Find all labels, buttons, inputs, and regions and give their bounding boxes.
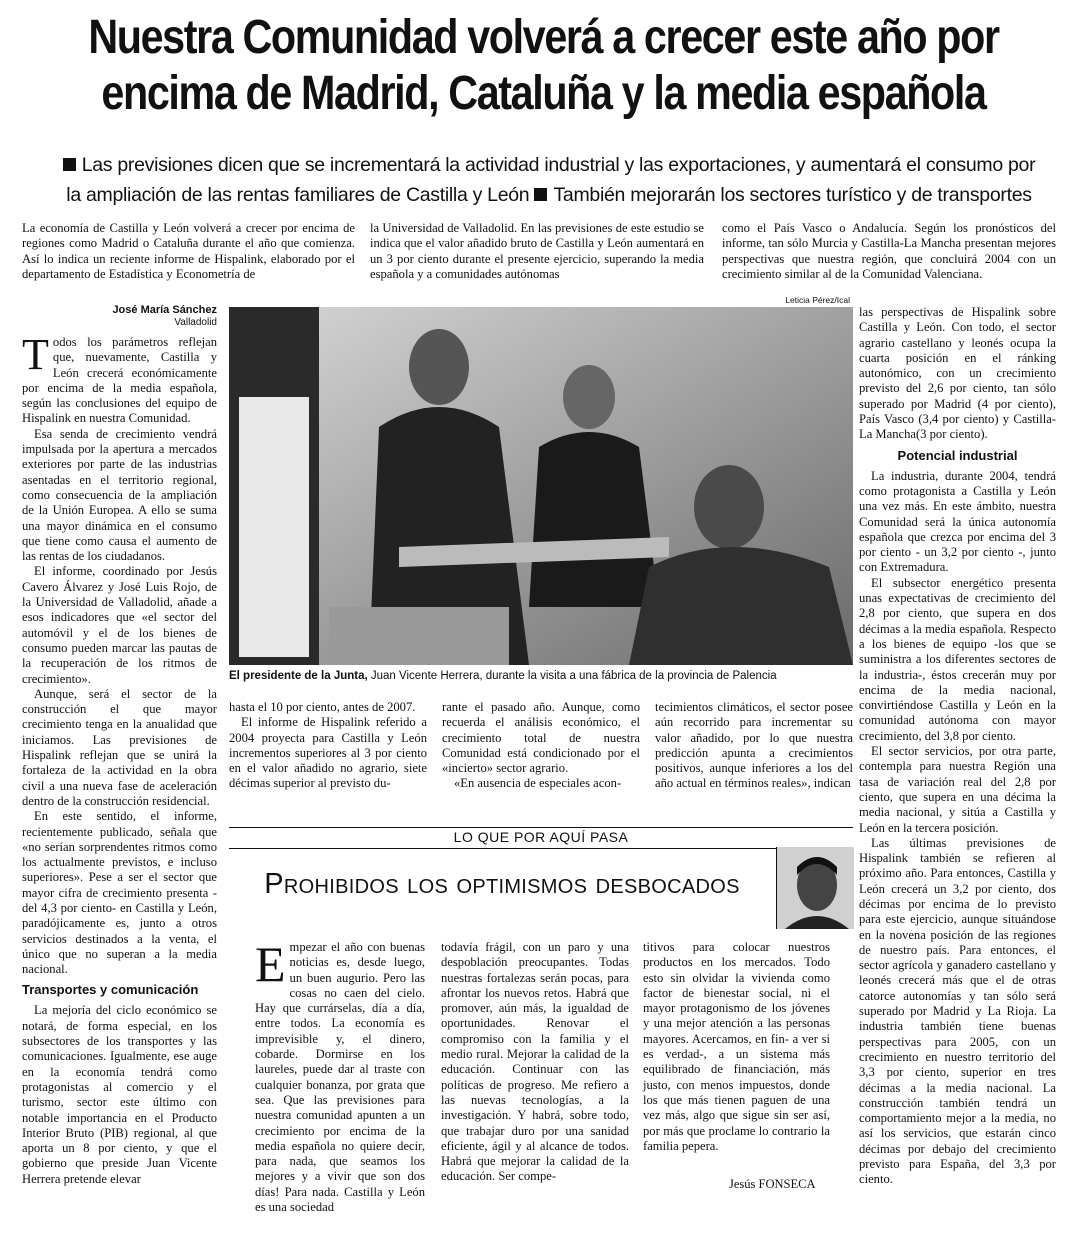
portrait-illustration: [777, 847, 854, 929]
lead-col-3: como el País Vasco o Andalucía. Según los pronósticos del informe, tan sólo Murcia y Castilla-La Mancha presentan mejores perspectivas que nuestra región, que concluirá 2004 con un crecimiento similar al de la Comunidad Valenciana.: [722, 221, 1056, 281]
headline: [85, 10, 1003, 122]
byline-place: Valladolid: [174, 317, 217, 328]
headline-line-1: Nuestra Comunidad volverá a crecer este año por: [88, 11, 999, 64]
opinion-col-1: Empezar el año con buenas noticias es, desde luego, un buen augurio. Pero las cosas no caen del cielo. Hay que currárselas, día a día, entre todos. La economía es imprevisible y, el dinero, cobarde. Dormirse en los laureles, puede dar al traste con cualquier bonanza, por grata que sea. Que las previsiones para nuestra comunidad apunten a un crecimiento por encima de la media española no quiere decir, para nada, que seamos los mejores y a vivir que son dos días! Para nada. Castilla y León es una sociedad: [255, 936, 425, 1215]
opinion-drop-cap: E: [255, 936, 286, 992]
headline-line-2: encima de Madrid, Cataluña y la media española: [101, 67, 986, 120]
mid-col-2: rante el pasado año. Aunque, como recuerda el análisis económico, el crecimiento total de nuestra Comunidad está condicionado por el «incierto» sector agrario. «En ausencia de especiales acon-: [442, 700, 640, 791]
subtitle-line-2b: También mejorarán los sectores turístico y de transportes: [553, 184, 1032, 206]
opinion-col-3: titivos para colocar nuestros productos en los mercados. Todo esto sin olvidar la vivienda como factor de bienestar social, ni el mayor protagonismo de los jóvenes y una mejor atención a las personas mayores. Acercamos, en fin- a ver si es verdad-, a un sistema más equilibrado de financiación, más justo, con menos impuestos, donde los que más tienen paguen de una vez más, algo que sigue sin ser así, por más que proclame lo contrario la familia pepera.: [643, 940, 830, 1153]
opinion-title: Prohibidos los optimismos desbocados: [264, 868, 740, 900]
box-rule-mid: [229, 848, 776, 849]
drop-cap: T: [22, 330, 49, 379]
box-rule-top: [229, 827, 853, 828]
subtitle: [18, 150, 1080, 210]
byline-author: José María Sánchez: [112, 304, 217, 316]
subhead-potencial: Potencial industrial: [897, 447, 1018, 463]
mid-col-3: tecimientos climáticos, el sector posee aún recorrido para incrementar su valor añadido, por lo que nuestra predicción apunta a crecimientos positivos, aunque inferiores a los del año actual en términos reales», indican: [655, 700, 853, 791]
photo-caption: El presidente de la Junta, Juan Vicente Herrera, durante la visita a una fábrica de la provincia de Palencia: [229, 670, 777, 682]
square-bullet-icon: [63, 158, 76, 171]
left-column: José María Sánchez Valladolid Todos los parámetros reflejan que, nuevamente, Castilla y León crecerá económicamente por encima de la media española, según las conclusiones del equipo de Hispalink en nuestra Comunidad. Esa senda de crecimiento vendrá impulsada por la apertura a mercados exteriores por parte de las industrias asentadas en el territorio regional, como consecuencia de la ampliación de la Unión Europea. A ello se suma una mayor dinámica en el consumo que tiene como causa el aumento de las rentas de los ciudadanos. El informe, coordinado por Jesús Cavero Álvarez y José Luis Rojo, de la Universidad de Valladolid, añade a esos indicadores que «el sector del automóvil y el de los bienes de consumo pueden marcar las pautas de la recuperación de los ritmos de crecimiento». Aunque, será el sector de la construcción el que mayor crecimiento tenga en la anualidad que iniciamos. Las previsiones de Hispalink reflejan que se unirá la fortaleza de la actividad en la obra civil a una nueva fase de aceleración dentro de la construcción residencial. En este sentido, el informe, recientemente publicado, señala que «no serían sorprendentes ritmos como los actualmente previstos, e incluso superiores». Pese a ser el sector que mayor cifra de crecimiento presenta -del 4,3 por ciento- en Castilla y León, paradójicamente es, junto a otros servicios destinados a la venta, el único que no superan a la media nacional. Transportes y comunicación La mejoría del ciclo económico se notará, de forma especial, en los subsectores de los transportes y las comunicaciones. Igualmente, ese auge en la economía tendrá como protagonistas al comercio y el turismo, sector este último con notable importancia en el Producto Interior Bruto (PIB) regional, al que aporta un 8 por ciento, y que el gobierno que preside Juan Vicente Herrera pretende elevar: [22, 304, 217, 1186]
right-column: las perspectivas de Hispalink sobre Castilla y León. Con todo, el sector agrario castellano y leonés ocupa la cuarta posición en el ránking autonómico, con un crecimiento previsto del 2,6 por ciento, tan sólo superado por Madrid (4 por ciento), País Vasco (3,4 por ciento) y Castilla-La Mancha(3 por ciento). Potencial industrial La industria, durante 2004, tendrá como protagonista a Castilla y León una vez más. En este ámbito, nuestra Comunidad será la única autonomía española que crezca por encima del 3 por ciento - un 3,2 por ciento -, junto con Extremadura. El subsector energético presenta unas expectativas de crecimiento del 2,8 por ciento, que supera en dos décimas a la media española. Respecto a los bienes de equipo -los que se suministra a los diferentes sectores de la industria-, éstos crecerán muy por encima de la media nacional, convirtiéndose Castilla y León en la comunidad autónoma con mayor crecimiento, del 3,8 por ciento. El sector servicios, por otra parte, contempla para nuestra Región una tasa de variación real del 2,8 por ciento, que supera en una décima la media nacional, y sitúa a Castilla y León en la tercera posición. Las últimas previsiones de Hispalink también se refieren al próximo año. Para entonces, Castilla y León crecerá un 3,2 por ciento, dos décimas por encima de lo previsto para este ejercicio, aunque situándose en la novena posición de las regiones de nuestro país. Para entonces, el sector agrícola y ganadero castellano y leonés crecerá más que el de otras catorce autonomías y tan sólo será superado por Madrid y La Rioja. La industria también tiene buenas perspectivas para 2005, con un crecimiento en nuestro territorio del 3,3 por ciento, superior en tres décimas a la media nacional. La construcción también tendrá un comportamiento mejor a la media, no así los servicios, que estarán cinco décimas por debajo del crecimiento previsto para España, del 3,3 por ciento.: [859, 305, 1056, 1187]
news-photo: [229, 307, 853, 665]
opinion-col-2: todavía frágil, con un paro y una despoblación preocupantes. Todas nuestras fortalezas serán pocas, para afrontar los nuevos retos. Habrá que promover, aún más, la igualdad de oportunidades. Renovar el compromiso con la familia y el medio rural. Mejorar la calidad de la educación. Continuar con las políticas de progreso. Me refiero a las nuevas tecnologías, a la investigación. Y habrá, sobre todo, que trabajar duro por una sanidad eficiente, ágil y al alcance de todos. Habrá que mejorar la calidad de la educación. Ser compe-: [441, 940, 629, 1184]
mid-col-1: hasta el 10 por ciento, antes de 2007. El informe de Hispalink referido a 2004 proyecta para Castilla y León incrementos superiores al 3 por ciento en el valor añadido no agrario, siete décimas superior al previsto du-: [229, 700, 427, 791]
subtitle-line-2a: la ampliación de las rentas familiares de Castilla y León: [66, 184, 530, 206]
lead-col-1: La economía de Castilla y León volverá a crecer por encima de regiones como Madrid o Cataluña durante el año que comienza. Así lo indica un reciente informe de Hispalink, elaborado por el departamento de Estadística y Econometría de: [22, 221, 355, 281]
signature: Jesús FONSECA: [729, 1177, 816, 1191]
section-label: LO QUE POR AQUÍ PASA: [453, 829, 629, 845]
columnist-portrait: [776, 847, 854, 929]
photo-illustration: [229, 307, 853, 665]
subtitle-line-1: Las previsiones dicen que se incrementará la actividad industrial y las exportaciones, y aumentará el consumo por: [81, 154, 1036, 176]
lead-col-2: la Universidad de Valladolid. En las previsiones de este estudio se indica que el valor añadido bruto de Castilla y León aumentará en un 3 por ciento durante el presente ejercicio, superando la media española y a comunidades autónomas: [370, 221, 704, 281]
photo-credit: Leticia Pérez/Ical: [785, 295, 850, 305]
subhead-transportes: Transportes y comunicación: [22, 982, 199, 998]
square-bullet-icon: [534, 188, 547, 201]
